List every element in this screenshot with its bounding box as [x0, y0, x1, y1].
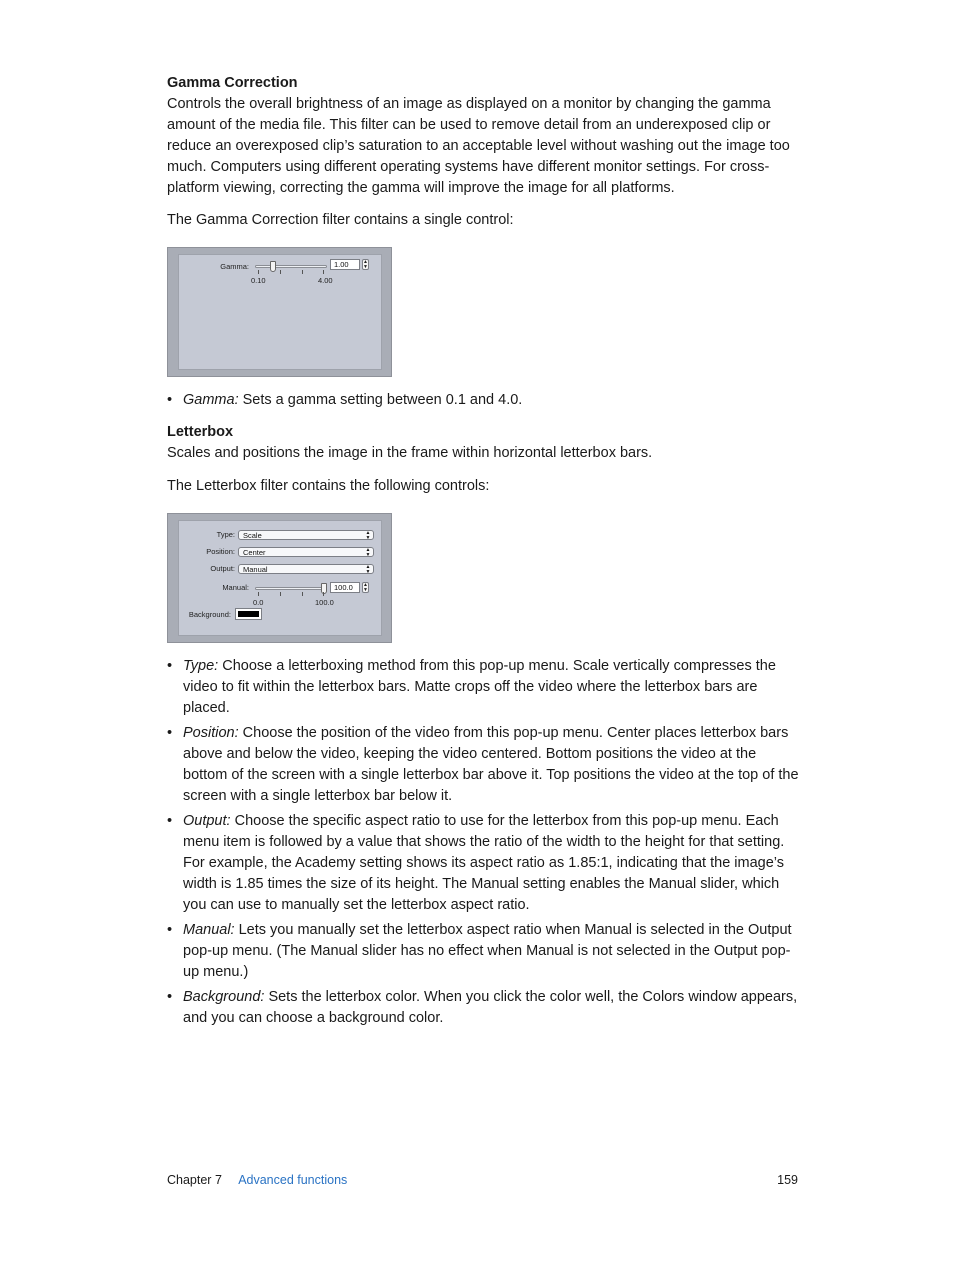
position-popup[interactable]	[238, 547, 374, 557]
bullet-term: Background:	[183, 989, 265, 1005]
manual-slider-track[interactable]	[255, 587, 327, 590]
footer-section-link[interactable]: Advanced functions	[238, 1173, 348, 1187]
bullet-icon: •	[167, 813, 173, 829]
letterbox-section	[167, 422, 807, 464]
bullet-text: Choose a letterboxing method from this pop-up menu. Scale vertically compresses the video to fit within the letterbox bars. Matte crops off the video where the letterbox bars are placed.	[183, 658, 776, 716]
bullet-text: Choose the position of the video from this pop-up menu. Center places letterbox bars above and below the video, keeping the video centered. Bottom positions the video at the bottom of the screen with a single letterbox bar above it. Top positions the video at the top of the screen with a single letterbox bar below it.	[183, 725, 799, 804]
page-footer	[167, 1173, 798, 1187]
bullet-icon: •	[167, 392, 173, 408]
tick	[323, 270, 324, 274]
bullet-icon: •	[167, 658, 173, 674]
tick	[302, 270, 303, 274]
type-popup[interactable]	[238, 530, 374, 540]
letterbox-intro-wrap	[167, 476, 807, 497]
tick	[280, 270, 281, 274]
manual-max-label: 100.0	[315, 598, 334, 607]
gamma-body: Controls the overall brightness of an image as displayed on a monitor by changing the gamma amount of the media file. This filter can be used to remove detail from an underexposed clip or reduce an overexposed clip’s saturation to an acceptable level without washing out the image too much. Computers using different operating systems have different monitor settings. For cross-platform viewing, correcting the gamma will improve the image for all platforms.	[167, 96, 790, 196]
gamma-bullets	[167, 390, 807, 411]
manual-label: Manual:	[222, 583, 249, 592]
tick	[258, 270, 259, 274]
gamma-heading: Gamma Correction	[167, 75, 298, 91]
list-item	[167, 656, 799, 719]
gamma-value-field[interactable]: 1.00	[330, 259, 360, 270]
gamma-bullets-wrap	[167, 390, 807, 411]
letterbox-panel-inner	[178, 520, 382, 636]
letterbox-body: Scales and positions the image in the frame within horizontal letterbox bars.	[167, 445, 653, 461]
bullet-term: Position:	[183, 725, 239, 741]
type-label: Type:	[216, 530, 235, 539]
tick	[258, 592, 259, 596]
bullet-term: Output:	[183, 813, 231, 829]
tick	[323, 592, 324, 596]
list-item	[167, 390, 807, 411]
manual-stepper[interactable]	[362, 582, 369, 593]
type-popup-value: Scale	[243, 531, 262, 540]
output-popup[interactable]	[238, 564, 374, 574]
tick	[302, 592, 303, 596]
manual-slider-ticks	[258, 592, 324, 596]
gamma-intro-wrap	[167, 210, 807, 231]
bullet-term: Manual:	[183, 922, 235, 938]
gamma-slider-ticks	[258, 270, 324, 274]
gamma-section	[167, 73, 807, 199]
position-label: Position:	[206, 547, 235, 556]
bullet-term: Type:	[183, 658, 219, 674]
letterbox-heading: Letterbox	[167, 424, 234, 440]
background-label: Background:	[188, 610, 231, 619]
bullet-text: Sets a gamma setting between 0.1 and 4.0.	[238, 392, 523, 408]
gamma-stepper[interactable]	[362, 259, 369, 270]
stepper-down-icon[interactable]: ▼	[363, 586, 368, 593]
gamma-intro: The Gamma Correction filter contains a single control:	[167, 212, 514, 228]
bullet-icon: •	[167, 989, 173, 1005]
output-popup-value: Manual	[243, 565, 268, 574]
bullet-text: Sets the letterbox color. When you click the color well, the Colors window appears, and you can choose a background color.	[183, 989, 798, 1026]
popup-arrows-icon: ▲ ▼	[365, 564, 371, 575]
output-label: Output:	[210, 564, 235, 573]
bullet-icon: •	[167, 922, 173, 938]
bullet-term: Gamma:	[183, 392, 239, 408]
manual-min-label: 0.0	[253, 598, 264, 607]
stepper-up-icon[interactable]: ▲	[363, 259, 368, 265]
bullet-text: Choose the specific aspect ratio to use for the letterbox from this pop-up menu. Each menu item is followed by a value that shows the ratio of the width to the height for that setting. For example, the Academy setting shows its aspect ratio as 1.85:1, indicating that the image’s width is 1.85 times the size of its height. The Manual setting enables the Manual slider, which you can use to manually set the letterbox aspect ratio.	[183, 813, 785, 913]
gamma-panel-inner	[178, 254, 382, 370]
gamma-label: Gamma:	[220, 262, 249, 271]
list-item	[167, 920, 799, 983]
position-popup-value: Center	[243, 548, 266, 557]
letterbox-bullets	[167, 656, 799, 1029]
list-item	[167, 811, 799, 916]
background-color-swatch	[238, 611, 259, 617]
gamma-filter-panel	[167, 247, 392, 377]
stepper-down-icon[interactable]: ▼	[363, 263, 368, 270]
background-color-well[interactable]	[235, 608, 262, 620]
letterbox-intro: The Letterbox filter contains the following controls:	[167, 478, 490, 494]
popup-arrows-icon: ▲ ▼	[365, 530, 371, 541]
footer-chapter: Chapter 7	[167, 1173, 222, 1187]
gamma-max-label: 4.00	[318, 276, 333, 285]
bullet-text: Lets you manually set the letterbox aspect ratio when Manual is selected in the Output pop-up menu. (The Manual slider has no effect when Manual is not selected in the Output pop-up menu.)	[183, 922, 792, 980]
bullet-icon: •	[167, 725, 173, 741]
letterbox-bullets-wrap	[167, 656, 799, 1029]
tick	[280, 592, 281, 596]
list-item	[167, 723, 799, 807]
gamma-min-label: 0.10	[251, 276, 266, 285]
page-number: 159	[777, 1173, 798, 1187]
stepper-up-icon[interactable]: ▲	[363, 582, 368, 588]
popup-arrows-icon: ▲ ▼	[365, 547, 371, 558]
list-item	[167, 987, 799, 1029]
gamma-slider-track[interactable]	[255, 265, 327, 268]
letterbox-filter-panel	[167, 513, 392, 643]
manual-value-field[interactable]: 100.0	[330, 582, 360, 593]
